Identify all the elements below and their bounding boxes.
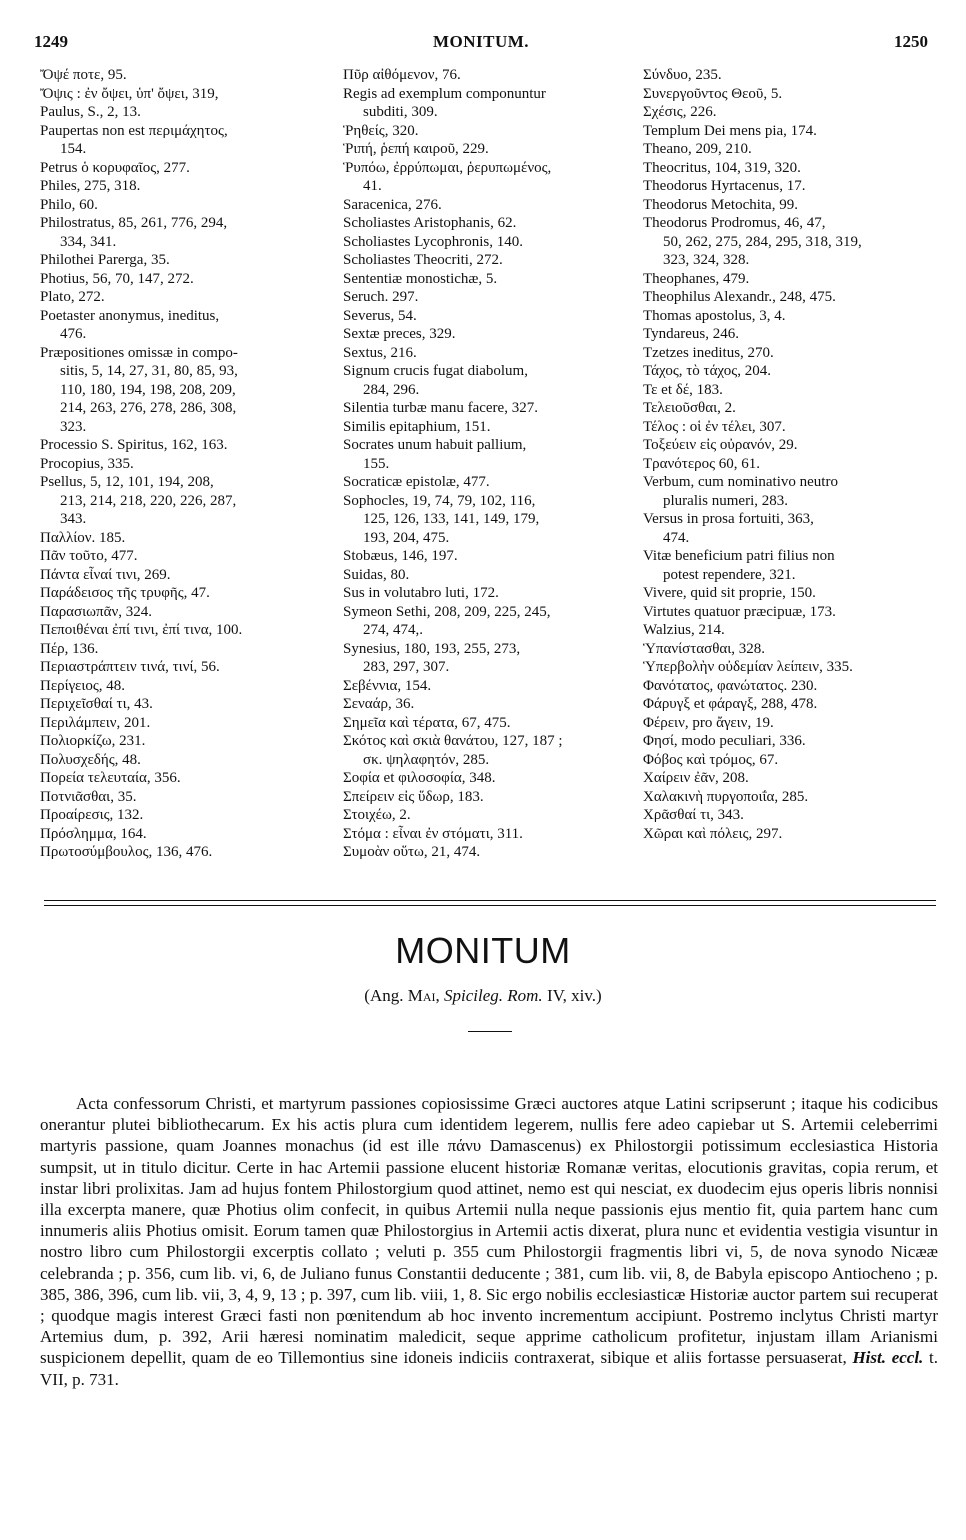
- index-entry: Σεναάρ, 36.: [343, 696, 415, 712]
- index-entry: Processio S. Spiritus, 162, 163.: [40, 437, 228, 453]
- index-entry: Petrus ὁ κορυφαῖος, 277.: [40, 159, 190, 176]
- index-entry: Πάντα εἶναί τινι, 269.: [40, 566, 171, 583]
- index-entry: Σχέσις, 226.: [643, 104, 717, 120]
- index-entry: Σοφία et φιλοσοφία, 348.: [343, 770, 496, 786]
- index-entry: Theodorus Hyrtacenus, 17.: [643, 178, 806, 194]
- index-entry: Tyndareus, 246.: [643, 326, 740, 342]
- index-entry: Scholiastes Lycophronis, 140.: [343, 233, 523, 250]
- index-entry: Περιαστράπτειν τινά, τινί, 56.: [40, 659, 220, 675]
- index-column-2: [343, 66, 635, 862]
- index-entry: Severus, 54.: [343, 307, 417, 324]
- index-entry: Tzetzes ineditus, 270.: [643, 344, 774, 361]
- index-entry: Σκότος καὶ σκιὰ θανάτου, 127, 187 ; σκ. ψηλαφητόν, 285.: [343, 733, 563, 768]
- index-entry: Sophocles, 19, 74, 79, 102, 116, 125, 126, 133, 141, 149, 179, 193, 204, 475.: [343, 492, 540, 546]
- index-entry: Socraticæ epistolæ, 477.: [343, 474, 490, 490]
- index-entry: Σύνδυο, 235.: [643, 67, 722, 83]
- index-entry: Τε et δέ, 183.: [643, 381, 723, 398]
- index-entry: Virtutes quatuor præcipuæ, 173.: [643, 603, 836, 620]
- index-entry: Πρόσλημμα, 164.: [40, 825, 147, 842]
- index-entry: Saracenica, 276.: [343, 196, 442, 213]
- index-entry: Τελειοῦσθαι, 2.: [643, 400, 736, 416]
- index-entry: Regis ad exemplum componuntur subditi, 309.: [343, 85, 546, 120]
- index-entry: Ὄψέ ποτε, 95.: [40, 67, 127, 83]
- index-entry: Plato, 272.: [40, 289, 105, 305]
- source-close: IV, xiv.): [546, 986, 602, 1005]
- index-entry: Symeon Sethi, 208, 209, 225, 245, 274, 474,.: [343, 603, 551, 638]
- index-entry: Πρωτοσύμβουλος, 136, 476.: [40, 844, 213, 860]
- index-entry: Scholiastes Aristophanis, 62.: [343, 215, 517, 231]
- index-entry: Seruch. 297.: [343, 289, 419, 305]
- index-entry: Πολυσχεδής, 48.: [40, 751, 141, 768]
- index-entry: Philo, 60.: [40, 196, 98, 213]
- short-divider: [468, 1031, 512, 1032]
- index-entry: Versus in prosa fortuiti, 363, 474.: [643, 511, 814, 546]
- index-entry: Στόμα : εἶναι ἐν στόματι, 311.: [343, 825, 523, 842]
- index-entry: Στοιχέω, 2.: [343, 807, 411, 823]
- index-entry: Scholiastes Theocriti, 272.: [343, 252, 503, 268]
- index-entry: Præpositiones omissæ in compo- sitis, 5, 14, 27, 31, 80, 85, 93, 110, 180, 194, 198, 208, 209, 214, 263, 276, 278, 286, 308, 323.: [40, 344, 238, 435]
- index-entry: Πεποιθέναι ἐπί τινι, ἐπί τινα, 100.: [40, 622, 243, 638]
- index-entry: Παλλίον. 185.: [40, 529, 126, 546]
- source-author: Mai,: [407, 986, 440, 1005]
- index-entry: Synesius, 180, 193, 255, 273, 283, 297, 307.: [343, 640, 521, 675]
- index-entry: Signum crucis fugat diabolum, 284, 296.: [343, 363, 528, 398]
- index-entry: Vitæ beneficium patri filius non potest rependere, 321.: [643, 548, 835, 583]
- index-column-1: [40, 66, 330, 862]
- index-entry: Theophanes, 479.: [643, 270, 750, 287]
- index-entry: Philes, 275, 318.: [40, 178, 141, 194]
- double-rule-top: [44, 900, 936, 901]
- index-entry: Πολιορκίζω, 231.: [40, 733, 146, 749]
- index-entry: Theophilus Alexandr., 248, 475.: [643, 289, 836, 305]
- index-entry: Πορεία τελευταία, 356.: [40, 770, 181, 786]
- index-entry: Πᾶν τοῦτο, 477.: [40, 548, 138, 564]
- index-entry: Ῥηθείς, 320.: [343, 122, 419, 139]
- index-entry: Psellus, 5, 12, 101, 194, 208, 213, 214, 218, 220, 226, 287, 343.: [40, 474, 237, 527]
- index-entry: Πέρ, 136.: [40, 640, 99, 657]
- index-entry: Theodorus Metochita, 99.: [643, 196, 798, 213]
- index-entry: Ῥιπή, ῥεπή καιροῦ, 229.: [343, 141, 489, 157]
- index-entry: Stobæus, 146, 197.: [343, 548, 458, 564]
- index-entry: Vivere, quid sit proprie, 150.: [643, 585, 816, 601]
- index-entry: Silentia turbæ manu facere, 327.: [343, 400, 538, 416]
- index-entry: Σπείρειν εἰς ὕδωρ, 183.: [343, 788, 484, 805]
- index-entry: Φέρειν, pro ἄγειν, 19.: [643, 714, 774, 731]
- index-entry: Verbum, cum nominativo neutro pluralis numeri, 283.: [643, 474, 838, 509]
- index-entry: Thomas apostolus, 3, 4.: [643, 307, 786, 324]
- index-column-3: [643, 66, 939, 843]
- index-entry: Sententiæ monostichæ, 5.: [343, 270, 498, 287]
- index-entry: Philostratus, 85, 261, 776, 294, 334, 341.: [40, 215, 228, 250]
- index-entry: Παράδεισος τῆς τρυφῆς, 47.: [40, 585, 210, 601]
- index-entry: Walzius, 214.: [643, 622, 725, 638]
- index-entry: Σεβέννια, 154.: [343, 677, 432, 694]
- index-entry: Περίγειος, 48.: [40, 677, 126, 694]
- index-entry: Photius, 56, 70, 147, 272.: [40, 270, 194, 287]
- index-entry: Προαίρεσις, 132.: [40, 807, 144, 823]
- index-entry: Sextæ preces, 329.: [343, 326, 456, 342]
- index-entry: Φόβος καὶ τρόμος, 67.: [643, 751, 779, 768]
- index-entry: Ποτνιᾶσθαι, 35.: [40, 788, 137, 805]
- index-entry: Poetaster anonymus, ineditus, 476.: [40, 307, 220, 342]
- index-section: [40, 66, 940, 860]
- source-work: Spicileg. Rom.: [444, 986, 543, 1005]
- index-entry: Socrates unum habuit pallium, 155.: [343, 437, 527, 472]
- running-header: [34, 32, 928, 58]
- index-entry: Συμοὰν οὕτω, 21, 474.: [343, 844, 481, 860]
- index-entry: Τοξεύειν εἰς οὐρανόν, 29.: [643, 437, 798, 453]
- index-entry: Ῥυπόω, ἐρρύπωμαι, ῥερυπωμένος, 41.: [343, 159, 552, 194]
- index-entry: Ὄψις : ἐν ὄψει, ὑπ' ὄψει, 319,: [40, 85, 219, 102]
- index-entry: Χαίρειν ἐᾶν, 208.: [643, 770, 749, 786]
- index-entry: Τάχος, τὸ τάχος, 204.: [643, 363, 771, 379]
- index-entry: Sextus, 216.: [343, 344, 417, 361]
- index-entry: Theano, 209, 210.: [643, 141, 752, 157]
- page-number-right: 1250: [894, 32, 928, 51]
- section-title: MONITUM: [395, 930, 571, 971]
- page-number-left: 1249: [34, 32, 68, 51]
- index-entry: Σημεῖα καὶ τέρατα, 67, 475.: [343, 714, 511, 731]
- index-entry: Theodorus Prodromus, 46, 47, 50, 262, 275, 284, 295, 318, 319, 323, 324, 328.: [643, 215, 862, 268]
- double-rule-bottom: [44, 905, 936, 906]
- index-entry: Περιλάμπειν, 201.: [40, 714, 151, 731]
- index-entry: Φανότατος, φανώτατος. 230.: [643, 677, 818, 694]
- index-entry: Τρανότερος 60, 61.: [643, 455, 761, 472]
- index-entry: Περιχεῖσθαί τι, 43.: [40, 696, 153, 712]
- index-entry: Χῶραι καὶ πόλεις, 297.: [643, 825, 783, 842]
- section-source: [0, 986, 966, 1006]
- running-title: MONITUM.: [432, 32, 530, 51]
- index-entry: Paupertas non est περιμάχητος, 154.: [40, 122, 228, 157]
- index-entry: Φησί, modo peculiari, 336.: [643, 733, 806, 749]
- index-entry: Philothei Parerga, 35.: [40, 252, 170, 268]
- index-entry: Suidas, 80.: [343, 566, 410, 583]
- index-entry: Paulus, S., 2, 13.: [40, 104, 141, 120]
- index-entry: Τέλος : οἱ ἐν τέλει, 307.: [643, 418, 786, 435]
- source-open: (Ang.: [364, 986, 404, 1005]
- paragraph-main: Acta confessorum Christi, et martyrum passiones copiosissime Græci auctores atque Latini scripserunt ; itaque his codicibus onerantur plutei bibliothecarum. Ex his actis plura cum identidem legerem, nullis fere adeo capiebar ut S. Artemii celeberrimi martyris passione, quam Joannes monachus (id est ille πάνυ Damascenus) ex Philostorgii potissimum ecclesiastica Historia sumpsit, ut in titulo dicitur. Certe in hac Artemii passione elucent historiæ Romanæ veritas, elocutionis gravitas, copia rerum, et instar libri prolixitas. Jam ad hujus fontem Philostorgium quod attinet, nemo est qui nesciat, ex duodecim ejus operis libris nonnisi illa excerpta manere, quæ Photius olim confecit, in quibus Artemii nulla neque passionis ejus mentio fit, quia partem hanc cum innumeris aliis Photius omisit. Eorum tamen quæ Philostorgius in Artemii actis dixerat, plura nunc et evidentia vestigia visuntur in nostro libro cum Philostorgii excerptis collato ; veluti p. 355 cum Philostorgii fragmentis libri vi, 5, de nova synodo Nicææ celebranda ; p. 356, cum lib. vi, 6, de Juliano funus Constantii deducente ; 381, cum lib. vii, 8, de Babyla episcopo Antiocheno ; p. 385, 386, 396, cum lib. vii, 3, 4, 9, 13 ; p. 397, cum lib. viii, 1, 8. Sic ergo nobilis ecclesiasticæ Historiæ auctor partem sui recuperat ; quodque magis interest Græci fasti non pœnitendum ab hoc invento incrementum accipiunt. Postremo inclytus Christi martyr Artemius dum, p. 392, Arii hæresi nominatim maledicit, seque apprime catholicum profitetur, injustam illam Arianismi suspicionem depellit, quam de eo Tillemontius sine idoneis indiciis contraxerat, sibique et aliis fortasse persuaserat,: [40, 1094, 938, 1368]
- index-entry: Φάρυγξ et φάραγξ, 288, 478.: [643, 696, 818, 712]
- index-entry: Procopius, 335.: [40, 455, 134, 472]
- citation-work: Hist. eccl.: [852, 1348, 924, 1368]
- index-entry: Templum Dei mens pia, 174.: [643, 122, 817, 139]
- index-entry: Sus in volutabro luti, 172.: [343, 585, 499, 601]
- index-entry: Ὑπερβολὴν οὐδεμίαν λείπειν, 335.: [643, 659, 853, 675]
- index-entry: Theocritus, 104, 319, 320.: [643, 159, 801, 176]
- monitum-paragraph: [40, 1093, 938, 1390]
- index-entry: Ὑπανίστασθαι, 328.: [643, 640, 766, 657]
- index-entry: Παρασιωπᾶν, 324.: [40, 603, 152, 620]
- citation-location: t. VII, p. 731.: [40, 1348, 939, 1389]
- index-entry: Συνεργοῦντος Θεοῦ, 5.: [643, 85, 783, 102]
- index-entry: Similis epitaphium, 151.: [343, 418, 491, 435]
- index-entry: Χρᾶσθαί τι, 343.: [643, 807, 744, 823]
- index-entry: Χαλακινὴ πυργοποιΐα, 285.: [643, 788, 809, 805]
- index-entry: Πῦρ αἰθόμενον, 76.: [343, 67, 461, 83]
